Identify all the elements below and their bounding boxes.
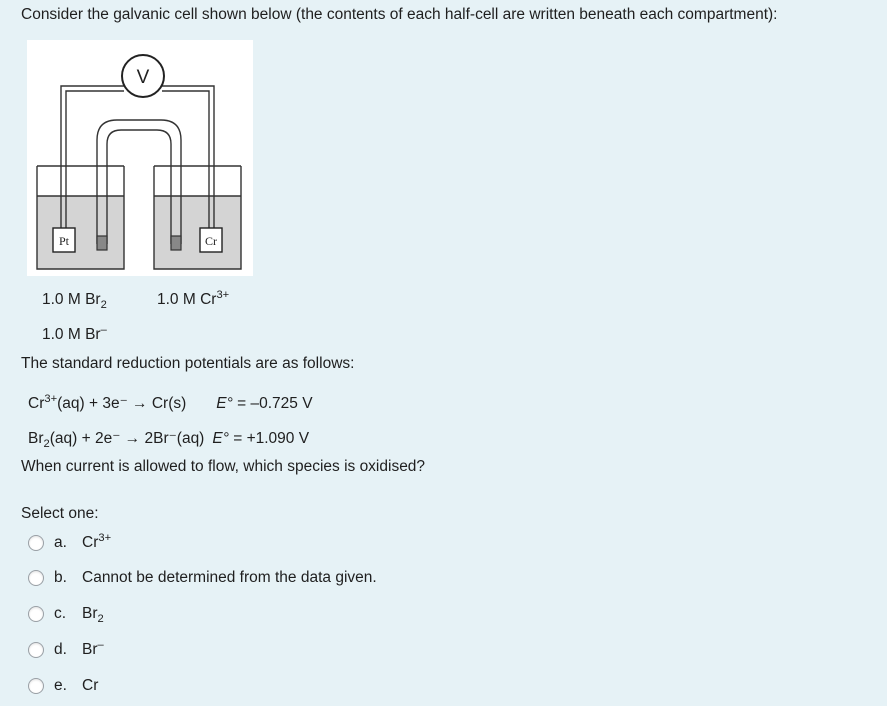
option-a-radio[interactable] [28,535,44,551]
select-one-label: Select one: [21,505,99,522]
option-c[interactable]: c. $Br_2$ [28,602,104,626]
galvanic-cell-diagram [27,40,253,276]
option-e-radio[interactable] [28,678,44,694]
option-b[interactable]: b. Cannot be determined from the data given. [28,566,377,590]
option-c-radio[interactable] [28,606,44,622]
reduction-potentials-intro: The standard reduction potentials are as follows: [21,355,355,372]
equation-br: $Br_2(aq) + 2e^- \to 2Br^-(aq) E^\circ = +1.090$ V [28,430,310,451]
salt-bridge-plug-right [171,236,181,250]
left-solution [37,196,124,269]
option-b-text: Cannot be determined from the data given. [82,569,377,586]
option-e[interactable]: e. Cr [28,674,98,698]
option-a[interactable]: a. $Cr^{3+}$ [28,531,111,555]
option-e-text: Cr [82,677,99,694]
cr-electrode-label: Cr [205,234,217,248]
pt-electrode-label: Pt [58,234,70,248]
left-compartment-label-2: 1.0 M Br– [42,323,107,343]
right-solution [154,196,241,269]
option-d-radio[interactable] [28,642,44,658]
question-prompt: When current is allowed to flow, which species is oxidised? [21,458,426,475]
question-text: Consider the galvanic cell shown below (the contents of each half-cell are written beneath each compartment): [21,6,778,23]
option-d-text: Br– [82,638,104,658]
galvanic-cell-svg [27,40,253,276]
equation-cr: $Cr^{3+}(aq) + 3e^- \to Cr(s) E^\circ = -0.725$ V [28,392,313,412]
option-d[interactable]: d. Br– [28,638,104,662]
right-compartment-label: 1.0 M $Cr^{3+}$ [157,288,230,308]
option-a-text: $Cr^{3+}$ [82,531,112,551]
left-compartment-label: 1.0 M $Br_2$ [42,291,107,312]
salt-bridge-plug-left [97,236,107,250]
option-b-radio[interactable] [28,570,44,586]
voltmeter-label: V [136,67,150,88]
option-c-text: $Br_2$ [82,605,104,626]
